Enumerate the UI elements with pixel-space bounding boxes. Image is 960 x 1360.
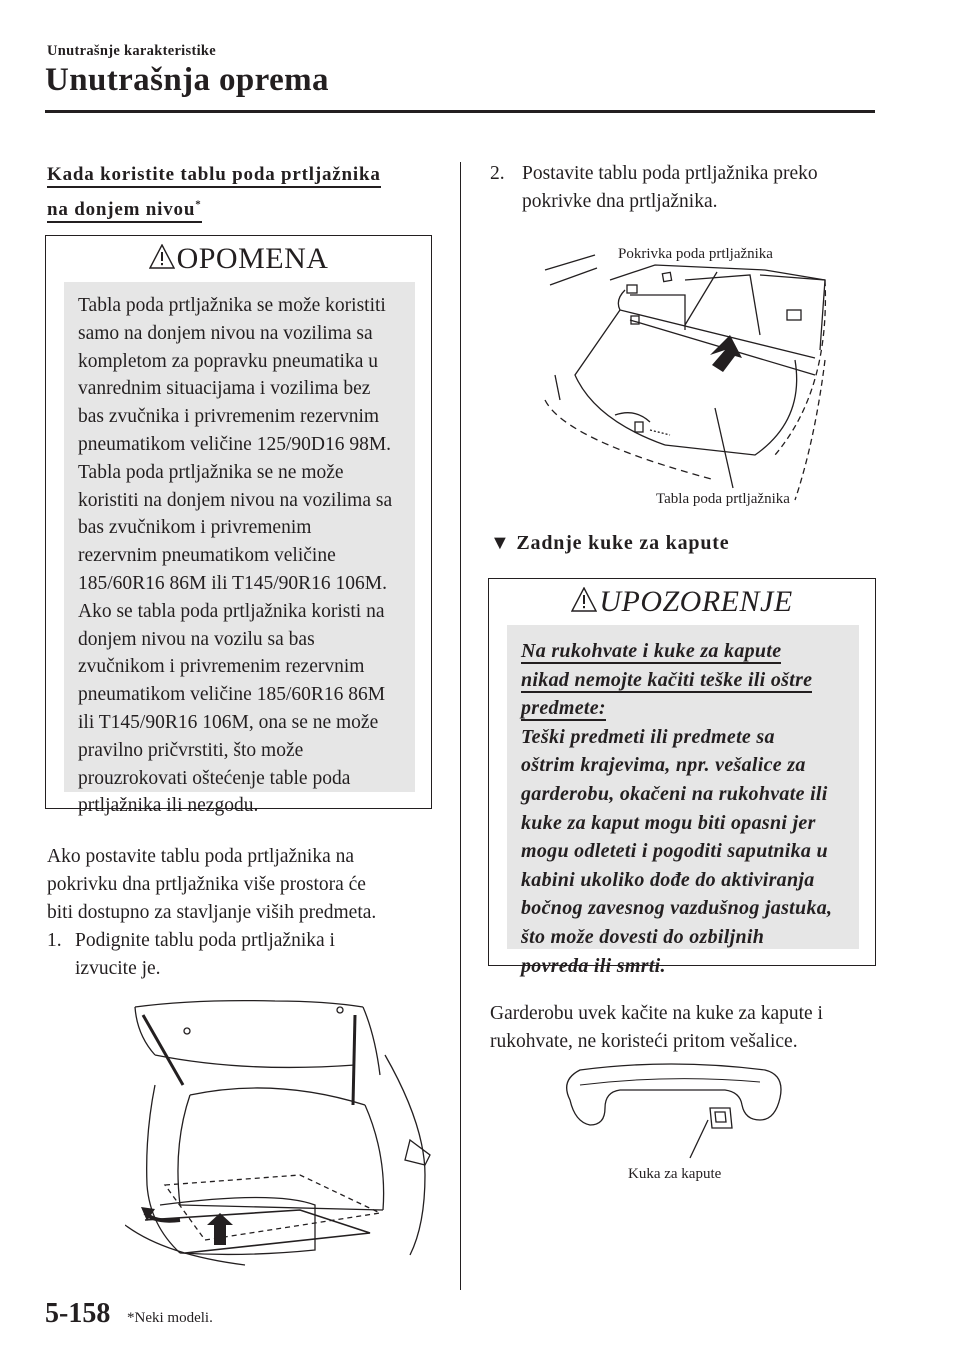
warning-heading-text: OPOMENA <box>176 242 329 275</box>
caution-plain-text <box>521 723 845 980</box>
subsection-heading <box>47 160 417 225</box>
caution-box <box>488 578 876 977</box>
warning-text-line: ili T145/90R16 106M, ona se ne može <box>78 711 379 733</box>
warning-text-line: donjem nivou na vozilu sa bas <box>78 628 315 650</box>
paragraph-line: Ako postavite tablu poda prtljažnika na <box>47 846 355 867</box>
step-1-line: Podignite tablu poda prtljažnika i <box>75 930 335 951</box>
subsection-heading-line2: na donjem nivou <box>47 199 196 221</box>
warning-triangle-icon <box>571 587 597 613</box>
caution-underlined-line: predmete: <box>521 697 606 720</box>
caution-underlined-line: Na rukohvate i kuke za kapute <box>521 640 782 662</box>
step-1 <box>47 927 447 983</box>
paragraph-right <box>490 1000 890 1056</box>
step-1-line: izvucite je. <box>75 958 161 979</box>
warning-text-line: pneumatikom veličine 125/90D16 98M. <box>78 433 392 455</box>
caution-body <box>507 625 859 977</box>
caution-text-line: kabini ukoliko dođe do aktiviranja <box>521 868 815 891</box>
caution-heading-text: UPOZORENJE <box>599 585 793 618</box>
caution-heading <box>489 585 875 619</box>
warning-text-line: kompletom za popravku pneumatika u <box>78 350 379 372</box>
paragraph-line: biti dostupno za stavljanje viših predmeta. <box>47 902 377 923</box>
warning-text-line: Tabla poda prtljažnika se može koristiti <box>78 295 386 316</box>
coat-hook-illustration <box>560 1060 790 1175</box>
warning-text-line: Tabla poda prtljažnika se ne može <box>78 461 344 483</box>
warning-text-line: samo na donjem nivou na vozilima sa <box>78 322 373 344</box>
warning-text-line: bas zvučnika i privremenim rezervnim <box>78 406 380 428</box>
warning-box <box>45 235 432 817</box>
title-rule <box>45 110 875 113</box>
page-title: Unutrašnja oprema <box>45 62 329 98</box>
warning-text-line: koristiti na donjem nivou na vozilima sa <box>78 489 393 511</box>
warning-text-line: vanrednim situacijama i vozilima bez <box>78 378 371 400</box>
column-divider <box>460 162 461 1290</box>
warning-text-line: pravilno pričvrstiti, što može <box>78 739 304 761</box>
warning-triangle-icon <box>149 244 175 270</box>
paragraph <box>47 843 447 927</box>
step-1-number: 1. <box>47 930 62 951</box>
caution-text-line: oštrim krajevima, npr. vešalice za <box>521 754 806 777</box>
step-2-text <box>522 160 890 216</box>
paragraph-line: pokrivku dna prtljažnika više prostora će <box>47 874 366 895</box>
trunk-open-illustration <box>125 995 435 1270</box>
section-heading <box>490 532 729 555</box>
caution-text-line: garderobu, okačeni na rukohvate ili <box>521 782 828 805</box>
warning-text-line: 185/60R16 86M ili T145/90R16 106M. <box>78 572 387 594</box>
warning-text-line: bas zvučnikom i privremenim <box>78 517 312 539</box>
figure-label-floor-cover: Pokrivka poda prtljažnika <box>618 246 773 262</box>
warning-text-line: pneumatikom veličine 185/60R16 86M <box>78 684 386 706</box>
trunk-board-illustration <box>535 240 835 515</box>
caution-underlined-text <box>521 637 845 723</box>
warning-text-line: prtljažnika ili nezgodu. <box>78 795 259 817</box>
page-number: 5-158 <box>45 1298 111 1329</box>
figure-label-floor-board: Tabla poda prtljažnika <box>656 491 790 507</box>
warning-text-line: rezervnim pneumatikom veličine <box>78 545 336 567</box>
caution-text-line: Teški predmeti ili predmete sa <box>521 725 775 748</box>
warning-text-line: zvučnikom i privremenim rezervnim <box>78 656 365 678</box>
footnote-mark: * <box>195 199 202 211</box>
subsection-heading-line1: Kada koristite tablu poda prtljažnika <box>47 164 381 188</box>
step-2-number: 2. <box>490 163 505 184</box>
caution-text-line: povreda ili smrti. <box>521 954 666 977</box>
caution-text-line: mogu odleteti i pogoditi saputnika u <box>521 840 828 863</box>
section-label: Unutrašnje karakteristike <box>47 43 217 59</box>
warning-text <box>64 282 415 830</box>
section-heading-text: Zadnje kuke za kapute <box>516 532 730 554</box>
warning-body <box>64 282 415 817</box>
caution-text-line: što može dovesti do ozbiljnih <box>521 925 765 948</box>
caution-text-line: kuke za kaput mogu biti opasni jer <box>521 811 816 834</box>
section-marker-icon: ▼ <box>490 532 511 554</box>
step-2-line: Postavite tablu poda prtljažnika preko <box>522 163 818 184</box>
warning-heading <box>46 242 431 276</box>
caution-text-line: bočnog zavesnog vazdušnog jastuka, <box>521 897 833 920</box>
warning-text-line: Ako se tabla poda prtljažnika koristi na <box>78 600 385 622</box>
step-2 <box>490 160 890 216</box>
step-2-line: pokrivke dna prtljažnika. <box>522 191 718 212</box>
caution-text <box>507 625 859 992</box>
warning-text-line: prouzrokovati oštećenje table poda <box>78 767 351 789</box>
caution-underlined-line: nikad nemojte kačiti teške ili oštre <box>521 668 813 691</box>
step-1-text <box>75 927 447 983</box>
paragraph-line: Garderobu uvek kačite na kuke za kapute i <box>490 1003 823 1024</box>
paragraph-line: rukohvate, ne koristeći pritom vešalice. <box>490 1031 798 1052</box>
figure-label-coat-hook: Kuka za kapute <box>628 1166 722 1182</box>
footnote: *Neki modeli. <box>127 1310 213 1326</box>
